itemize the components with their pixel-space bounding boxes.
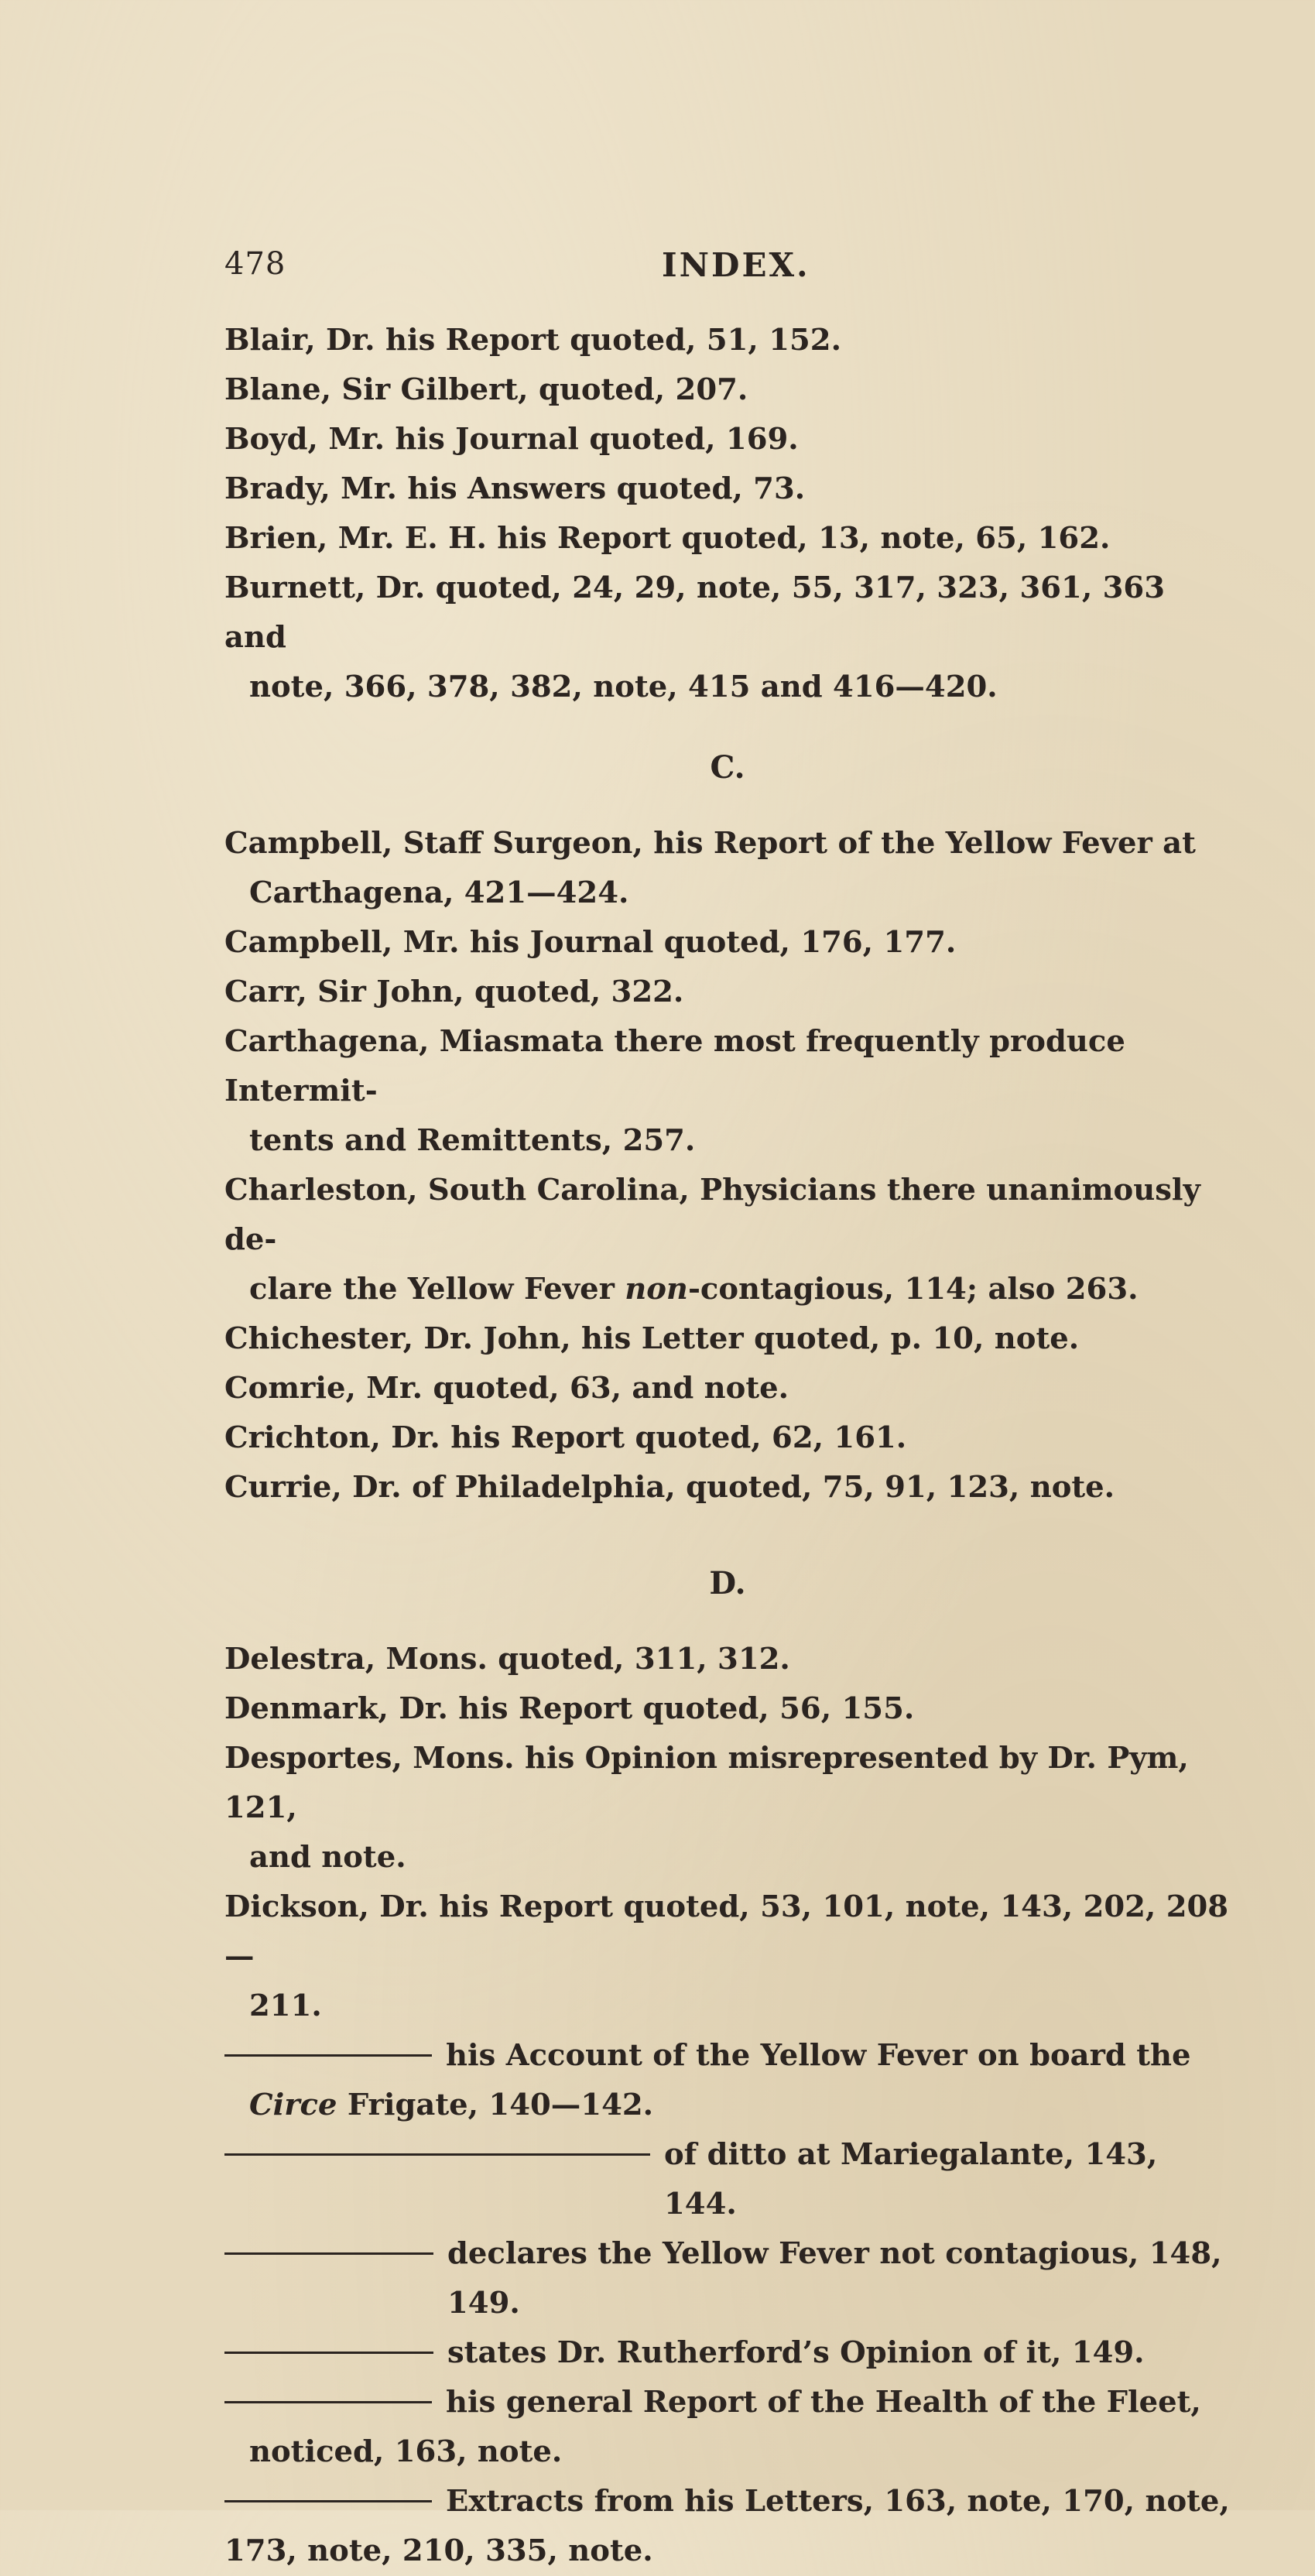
entry-text: his general Report of the Health of the Fleet, [446,2385,1201,2420]
ditto-dash [224,2153,650,2156]
subentry-line [224,2378,1231,2427]
entry-text: Burnett, Dr. quoted, 24, 29, note, 55, 317, 323, 361, 363 and [224,570,1166,655]
index-subentry-dickson-mariegalante [224,2130,1231,2229]
index-subentry-dickson-rutherford [224,2328,1231,2378]
ditto-dash [224,2054,432,2057]
entry-text: Brady, Mr. his Answers quoted, 73. [224,471,806,506]
index-entry-blair [224,316,1231,365]
index-body [224,316,1231,2576]
entry-text: Campbell, Staff Surgeon, his Report of the Yellow Fever at [224,826,1196,861]
entry-continuation [224,2081,1231,2130]
entry-text: Currie, Dr. of Philadelphia, quoted, 75, 91, 123, note. [224,1470,1115,1505]
running-title: INDEX. [662,246,810,284]
subentry-line [224,2477,1231,2526]
entry-continuation [224,1265,1231,1314]
index-entry-burnett [224,564,1231,712]
running-head [224,246,1231,293]
entry-text: of ditto at Mariegalante, 143, 144. [664,2137,1158,2221]
section-heading-c: C. [710,749,745,786]
entry-text: states Dr. Rutherford’s Opinion of it, 149. [447,2335,1145,2370]
entry-text: Boyd, Mr. his Journal quoted, 169. [224,422,799,457]
entry-text: Brien, Mr. E. H. his Report quoted, 13, note, 65, 162. [224,521,1111,556]
index-subentry-dickson-account [224,2031,1231,2130]
entry-text: -contagious, 114; also 263. [687,1272,1139,1307]
subentry-line [224,2328,1231,2378]
entry-continuation: 173, note, 210, 335, note. [224,2533,653,2568]
entry-text: Extracts from his Letters, 163, note, 170, note, [446,2484,1230,2519]
index-entry-campbell-staff-surgeon [224,819,1231,918]
entry-continuation: note, 366, 378, 382, note, 415 and 416—420. [249,670,998,704]
entry-text: Carthagena, Miasmata there most frequently produce Intermit- [224,1024,1125,1108]
entry-text: Desportes, Mons. his Opinion misrepresented by Dr. Pym, 121, [224,1741,1189,1825]
page-number: 478 [224,246,286,282]
entry-text: Frigate, 140—142. [337,2088,654,2122]
section-heading-d: D. [709,1565,746,1601]
entry-text: Delestra, Mons. quoted, 311, 312. [224,1642,790,1677]
entry-text: Chichester, Dr. John, his Letter quoted, p. 10, note. [224,1321,1080,1356]
index-entry-blane [224,365,1231,415]
entry-text: Crichton, Dr. his Report quoted, 62, 161. [224,1420,907,1455]
entry-continuation: noticed, 163, note. [249,2434,563,2469]
subentry-line [224,2130,1231,2229]
index-entry-desportes [224,1734,1231,1882]
index-entry-brien [224,514,1231,564]
index-subentry-dickson-not-contagious [224,2229,1231,2328]
entry-text: Carr, Sir John, quoted, 322. [224,975,684,1009]
entry-continuation: tents and Remittents, 257. [249,1123,696,1158]
index-entry-comrie [224,1364,1231,1413]
entry-text: Blair, Dr. his Report quoted, 51, 152. [224,323,841,358]
entry-text: Comrie, Mr. quoted, 63, and note. [224,1371,789,1406]
entry-text: Campbell, Mr. his Journal quoted, 176, 177. [224,925,957,960]
entry-text: Denmark, Dr. his Report quoted, 56, 155. [224,1691,915,1726]
entry-text: Dickson, Dr. his Report quoted, 53, 101, note, 143, 202, 208— [224,1889,1229,1974]
ditto-dash [224,2352,433,2354]
entry-text: his Account of the Yellow Fever on board the [446,2038,1191,2073]
italic-text: Circe [249,2088,337,2122]
index-entry-carr [224,968,1231,1017]
index-entry-delestra [224,1635,1231,1684]
index-entry-carthagena [224,1017,1231,1166]
entry-text: declares the Yellow Fever not contagious, 148, 149. [447,2236,1222,2321]
index-subentry-dickson-general-report [224,2378,1231,2477]
entry-continuation: Carthagena, 421—424. [249,875,629,910]
ditto-dash [224,2252,433,2255]
entry-text: Blane, Sir Gilbert, quoted, 207. [224,372,748,407]
index-entry-charleston [224,1166,1231,1314]
index-entry-campbell-mr [224,918,1231,968]
subentry-line [224,2229,1231,2328]
index-subentry-dickson-extracts [224,2477,1231,2576]
entry-text: Charleston, South Carolina, Physicians there unanimously de- [224,1173,1200,1257]
entry-continuation: 211. [249,1989,322,2023]
index-entry-dickson [224,1882,1231,2031]
index-entry-crichton [224,1413,1231,1463]
index-entry-currie [224,1463,1231,1512]
index-entry-brady [224,464,1231,514]
ditto-dash [224,2401,432,2403]
ditto-dash [224,2500,432,2502]
index-entry-chichester [224,1314,1231,1364]
italic-text: non [625,1272,688,1307]
index-entry-denmark [224,1684,1231,1734]
subentry-line [224,2031,1231,2081]
index-entry-boyd [224,415,1231,464]
entry-continuation: and note. [249,1840,406,1875]
entry-text: clare the Yellow Fever [249,1272,625,1307]
